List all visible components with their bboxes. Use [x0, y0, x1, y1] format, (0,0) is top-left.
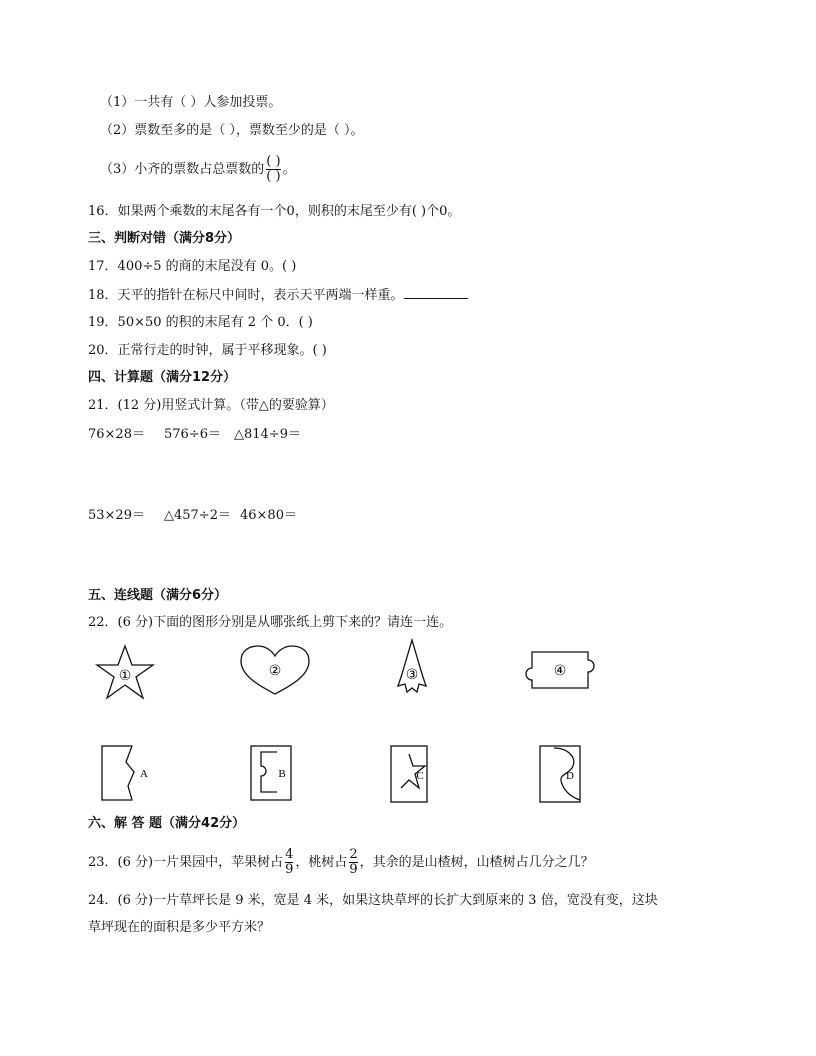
q18-text: 18．天平的指针在标尺中间时，表示天平两端一样重。: [88, 288, 404, 303]
section-5-heading: 五、连线题（满分6分）: [88, 588, 228, 603]
paper-mark-a: A: [140, 768, 148, 780]
fraction-denominator: 9: [349, 862, 358, 877]
section-3-heading: 三、判断对错（满分8分）: [88, 231, 241, 246]
q15-sub2: （2）票数至多的是（ ），票数至少的是（ ）。: [100, 123, 364, 138]
blank-fraction: [266, 155, 280, 184]
q21-problem: 576÷6＝: [164, 427, 221, 442]
q24-line2: 草坪现在的面积是多少平方米？: [88, 920, 271, 935]
q16: 16．如果两个乘数的末尾各有一个0，则积的末尾至少有( )个0。: [88, 204, 461, 219]
answer-blank: [404, 286, 468, 299]
q21-problem: 53×29＝: [88, 508, 145, 523]
fraction-numerator: 2: [349, 847, 358, 862]
paper-mark-b: B: [278, 768, 286, 780]
q21-title: 21．(12 分)用竖式计算。（带△的要验算）: [88, 398, 334, 413]
paper-b: [249, 744, 305, 808]
q21-problem: 76×28＝: [88, 427, 145, 442]
fraction-2-9: [349, 848, 357, 877]
paper-c: [389, 744, 445, 810]
q17: 17．400÷5 的商的末尾没有 0。( ): [88, 259, 297, 274]
q15-sub1: （1）一共有（ ）人参加投票。: [100, 95, 282, 110]
q21-problem: △457÷2＝: [164, 508, 231, 523]
q23: [88, 845, 594, 881]
fraction-numerator: ( ): [266, 154, 281, 169]
paper-d: [538, 744, 588, 810]
q21-problem: 46×80＝: [240, 508, 297, 523]
shape-mark-1: ①: [118, 668, 132, 684]
fraction-denominator: ( ): [266, 169, 281, 184]
q23-mid: ，桃树占: [295, 855, 348, 870]
shape-mark-4: ④: [553, 663, 567, 679]
fraction-4-9: [285, 848, 293, 877]
paper-a: [100, 744, 156, 808]
star-shape: [93, 644, 157, 704]
section-6-heading: 六、解 答 题（满分42分）: [88, 816, 246, 831]
q21-problem: △814÷9＝: [234, 427, 301, 442]
rounded-frame-shape: [524, 650, 596, 694]
fraction-numerator: 4: [285, 847, 294, 862]
shape-mark-2: ②: [268, 663, 282, 679]
q19: 19．50×50 的积的末尾有 2 个 0．( ): [88, 315, 313, 330]
q15-sub3-prefix: （3）小齐的票数占总票数的: [100, 162, 265, 177]
section-4-heading: 四、计算题（满分12分）: [88, 370, 237, 385]
shape-mark-3: ③: [405, 667, 419, 683]
q15-sub3-suffix: 。: [282, 162, 296, 177]
q23-prefix: 23．(6 分)一片果园中，苹果树占: [88, 855, 284, 870]
q18: [88, 286, 468, 305]
q22-title: 22．(6 分)下面的图形分别是从哪张纸上剪下来的？请连一连。: [88, 615, 453, 630]
fraction-denominator: 9: [285, 862, 294, 877]
paper-mark-c: C: [416, 770, 424, 782]
q23-suffix: ，其余的是山楂树，山楂树占几分之几？: [359, 855, 594, 870]
arrow-shape: [395, 638, 429, 700]
q15-sub3: [100, 154, 296, 186]
heart-shape: [238, 644, 312, 700]
q24-line1: 24．(6 分)一片草坪长是 9 米，宽是 4 米，如果这块草坪的长扩大到原来的 3 倍，宽没有变，这块: [88, 893, 658, 908]
paper-mark-d: D: [566, 770, 574, 782]
q20: 20．正常行走的时钟，属于平移现象。( ): [88, 343, 327, 358]
